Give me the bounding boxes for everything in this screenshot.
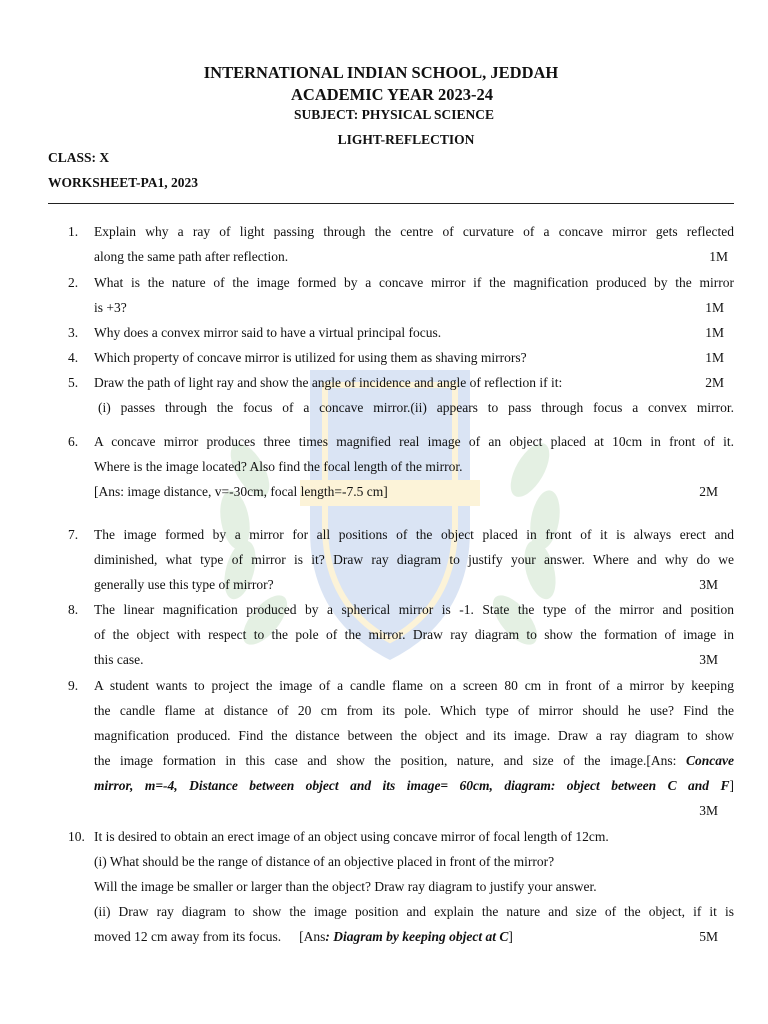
question-text-line: The linear magnification produced by a spherical mirror is -1. State the type of the mirror and position <box>94 602 734 617</box>
question-number: 7. <box>68 527 79 542</box>
question-10 <box>94 824 734 949</box>
marks-label: 2M <box>699 484 718 499</box>
answer-bracket: ] <box>729 778 734 793</box>
question-9 <box>94 673 734 823</box>
question-text-line: magnification produced. Find the distance between the object and its image. Draw a ray diagram to show <box>94 728 734 743</box>
question-text-line: (i) passes through the focus of a concave mirror.(ii) appears to pass through focus a convex mirror. <box>98 400 734 415</box>
question-number: 9. <box>68 678 79 693</box>
question-number: 6. <box>68 434 79 449</box>
answer-line: [Ans: image distance, v=-30cm, focal length=-7.5 cm] <box>94 484 388 499</box>
marks-label: 5M <box>699 929 718 944</box>
marks-label: 1M <box>709 249 728 264</box>
subject-title: SUBJECT: PHYSICAL SCIENCE <box>293 107 495 122</box>
question-5 <box>94 370 734 420</box>
answer-text: : Diagram by keeping object at C <box>325 929 509 944</box>
question-text-segment: the image formation in this case and show the position, nature, and size of the image.[Ans: <box>94 753 677 768</box>
question-text-line: What is the nature of the image formed by a concave mirror if the magnification produced by the mirror <box>94 275 734 290</box>
question-7 <box>94 522 734 597</box>
answer-text: Concave <box>686 753 734 768</box>
question-text-line <box>94 748 734 773</box>
topic-title: LIGHT-REFLECTION <box>337 132 475 147</box>
question-text-line: generally use this type of mirror? <box>94 577 274 592</box>
question-2 <box>94 270 734 320</box>
answer-bracket: ] <box>508 929 513 944</box>
question-text-line: (ii) Draw ray diagram to show the image position and explain the nature and size of the object, if it is <box>94 904 734 919</box>
question-4 <box>94 345 734 370</box>
marks-label: 1M <box>705 325 724 340</box>
question-text-line: Draw the path of light ray and show the angle of incidence and angle of reflection if it: <box>94 375 563 390</box>
marks-label: 3M <box>699 652 718 667</box>
question-text-line: diminished, what type of mirror is it? Draw ray diagram to justify your answer. Where and why do we <box>94 552 734 567</box>
question-text-line: along the same path after reflection. <box>94 249 289 264</box>
question-8 <box>94 597 734 672</box>
marks-label: 2M <box>705 375 724 390</box>
question-number: 4. <box>68 350 79 365</box>
question-number: 1. <box>68 224 79 239</box>
answer-line <box>94 773 734 798</box>
school-name: INTERNATIONAL INDIAN SCHOOL, JEDDAH <box>203 63 559 82</box>
question-text-line: of the object with respect to the pole of the mirror. Draw ray diagram to show the formation of image in <box>94 627 734 642</box>
question-text-line: The image formed by a mirror for all positions of the object placed in front of it is always erect and <box>94 527 734 542</box>
question-number: 3. <box>68 325 79 340</box>
question-text-line: this case. <box>94 652 144 667</box>
question-text-line: Will the image be smaller or larger than the object? Draw ray diagram to justify your answer. <box>94 879 597 894</box>
question-1 <box>94 219 734 269</box>
question-text-line: Which property of concave mirror is utilized for using them as shaving mirrors? <box>94 350 527 365</box>
question-text-line: A concave mirror produces three times magnified real image of an object placed at 10cm in front of it. <box>94 434 734 449</box>
marks-label: 1M <box>705 300 724 315</box>
question-text-line: Explain why a ray of light passing through the centre of curvature of a concave mirror gets reflected <box>94 224 734 239</box>
marks-label: 1M <box>705 350 724 365</box>
question-text-line: the candle flame at distance of 20 cm from its pole. Which type of mirror should he use? Find the <box>94 703 734 718</box>
question-text-segment: moved 12 cm away from its focus. <box>94 929 282 944</box>
question-6 <box>94 429 734 504</box>
question-number: 8. <box>68 602 79 617</box>
question-text-line: Where is the image located? Also find the focal length of the mirror. <box>94 459 463 474</box>
question-text-line: Why does a convex mirror said to have a virtual principal focus. <box>94 325 442 340</box>
question-number: 10. <box>68 829 85 844</box>
answer-prefix: [Ans <box>299 929 326 944</box>
question-text-line: (i) What should be the range of distance of an objective placed in front of the mirror? <box>94 854 555 869</box>
class-label: CLASS: X <box>48 150 110 165</box>
question-text-line: A student wants to project the image of a candle flame on a screen 80 cm in front of a mirror by keeping <box>94 678 734 693</box>
question-3 <box>94 320 734 345</box>
question-number: 2. <box>68 275 79 290</box>
worksheet-label: WORKSHEET-PA1, 2023 <box>48 175 199 190</box>
question-text-line: It is desired to obtain an erect image of an object using concave mirror of focal length of 12cm. <box>94 829 609 844</box>
marks-label: 3M <box>699 577 718 592</box>
answer-text: mirror, m=-4, Distance between object and its image= 60cm, diagram: object between C and F <box>94 778 730 793</box>
header-divider <box>48 203 734 204</box>
marks-label: 3M <box>699 803 718 818</box>
question-text-line: is +3? <box>94 300 127 315</box>
question-number: 5. <box>68 375 79 390</box>
academic-year: ACADEMIC YEAR 2023-24 <box>291 85 493 104</box>
